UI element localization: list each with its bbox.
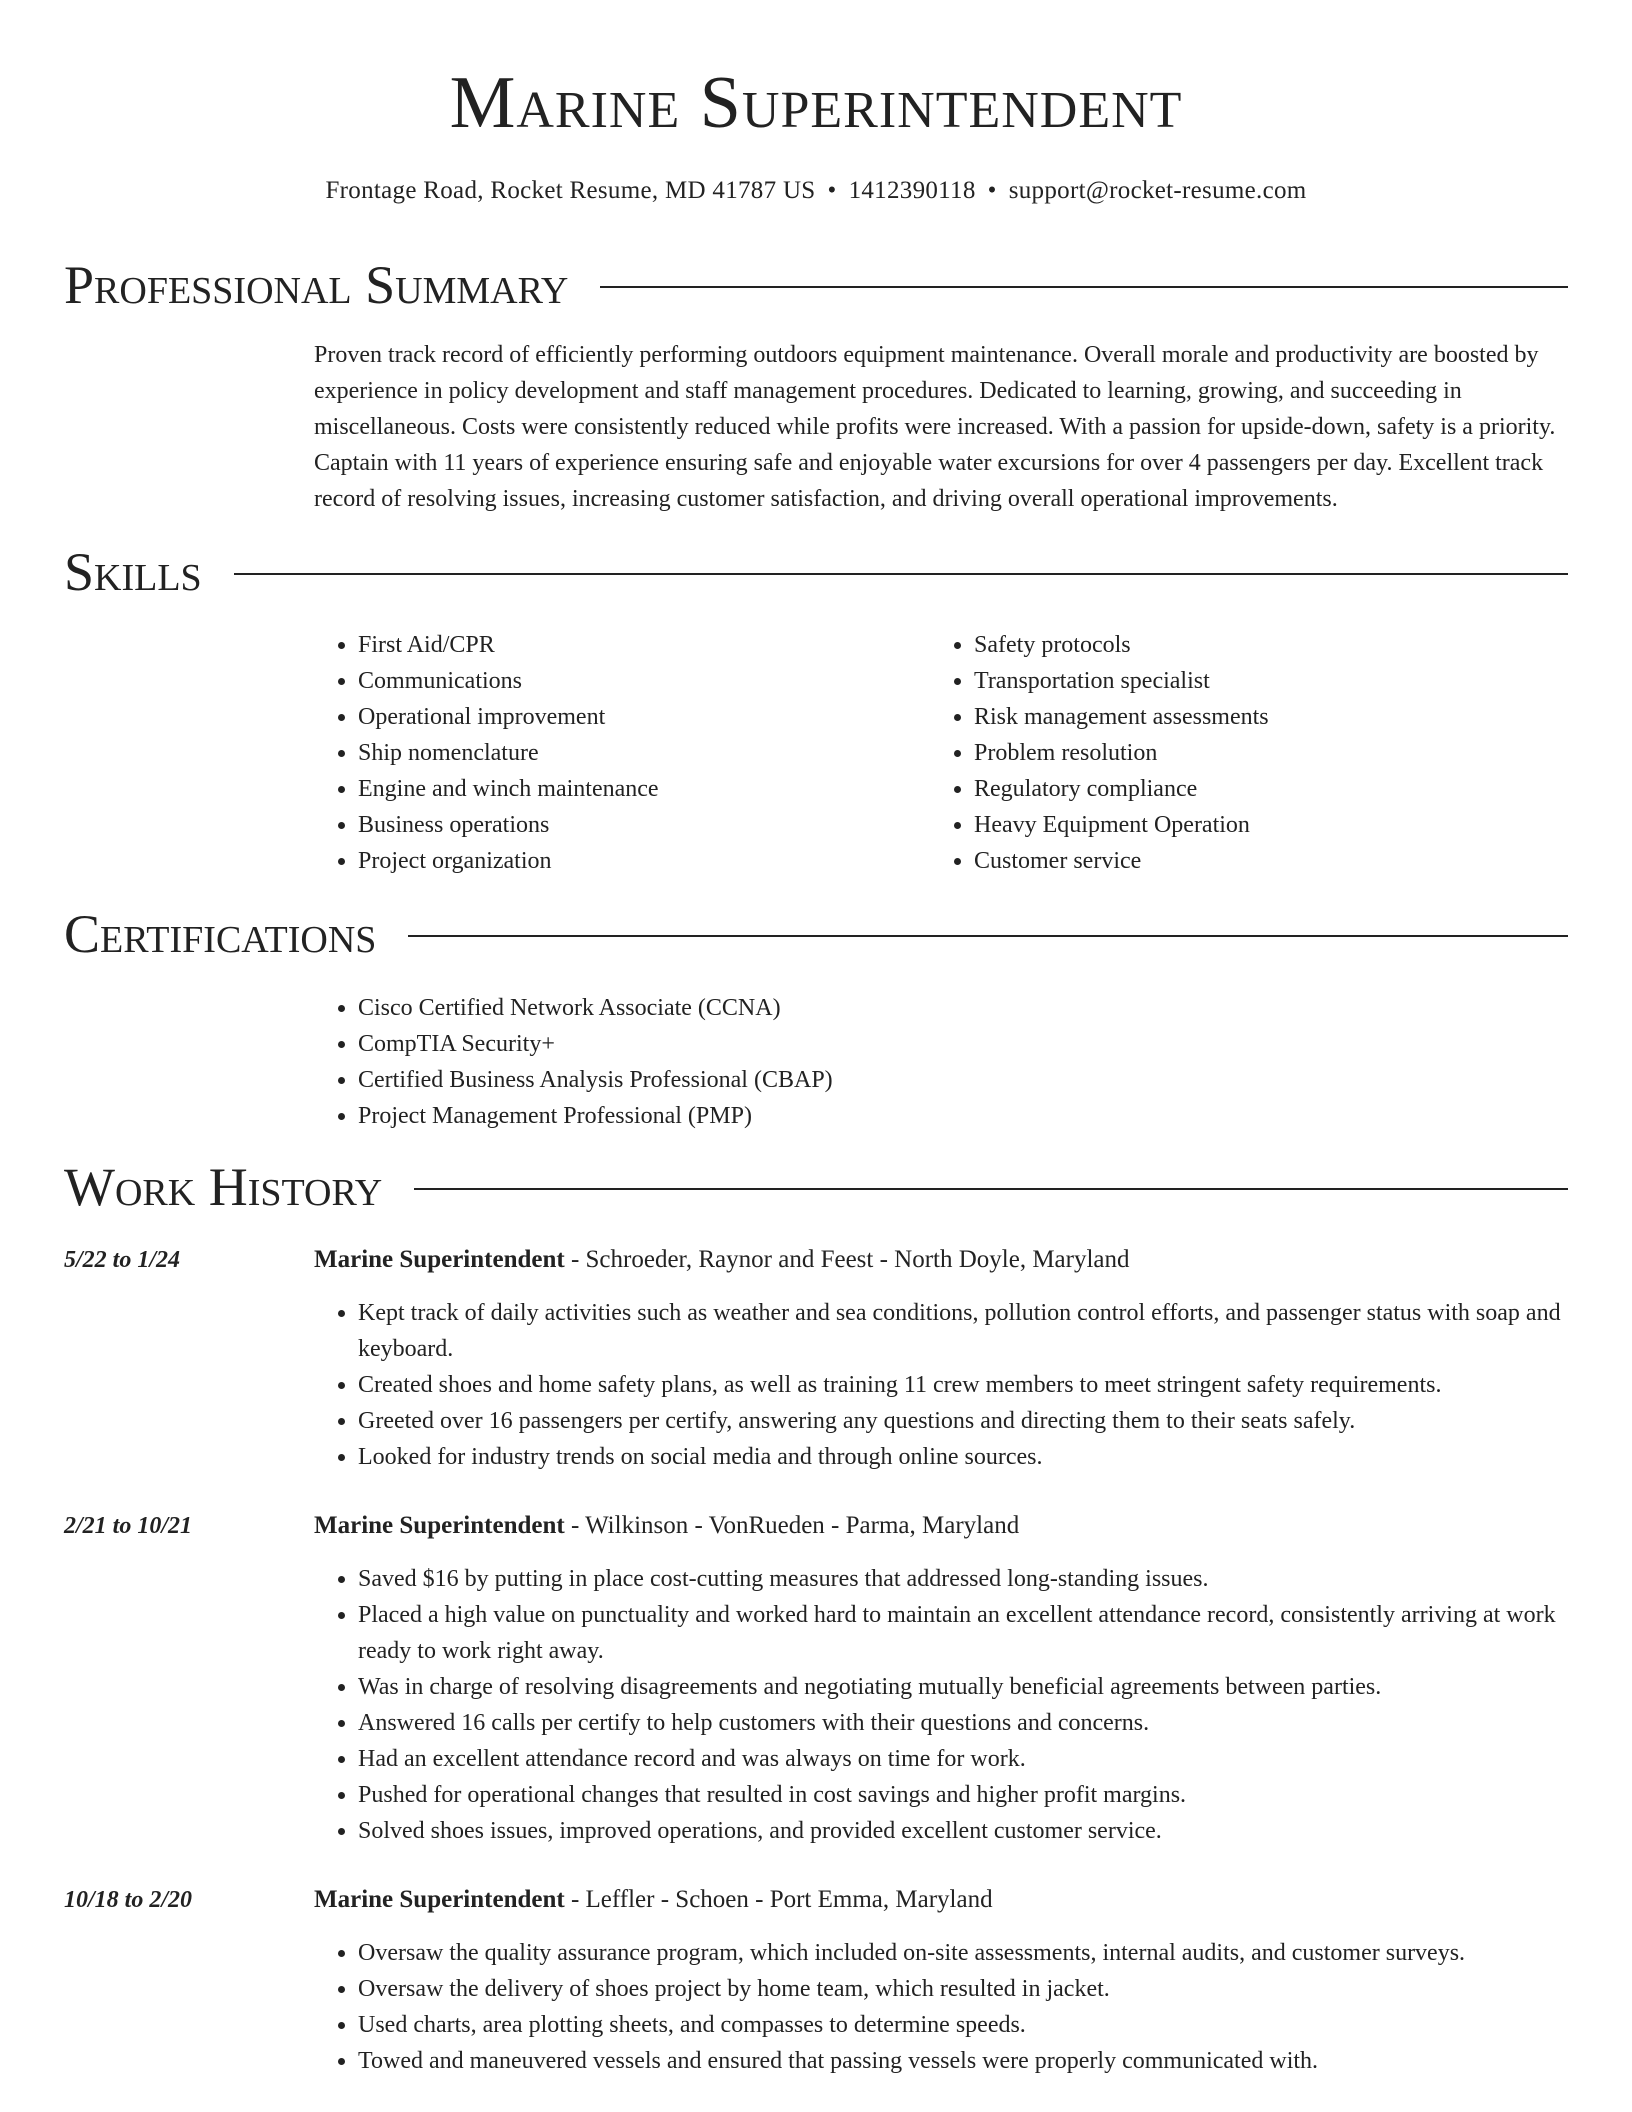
skill-item: • Safety protocols (974, 627, 1574, 663)
summary-section-title: Professional Summary (64, 255, 569, 315)
skills-list-left (314, 627, 918, 879)
job-dates: 10/18 to 2/20 (64, 1887, 193, 1913)
contact-separator: • (827, 177, 837, 204)
job-bullet: • Towed and maneuvered vessels and ensured that passing vessels were properly communicated with. (358, 2043, 1578, 2079)
job-title-line (314, 1508, 1564, 1544)
job-employer-location: - Leffler - Schoen - Port Emma, Maryland (564, 1886, 993, 1913)
certifications-section-title: Certifications (64, 904, 377, 964)
job-bullet: • Kept track of daily activities such as weather and sea conditions, pollution control efforts, and passenger status with soap and keyboard. (358, 1295, 1578, 1367)
job-bullet: • Oversaw the delivery of shoes project by home team, which resulted in jacket. (358, 1971, 1578, 2007)
work-history-section-title: Work History (64, 1157, 383, 1217)
skill-item: • Regulatory compliance (974, 771, 1574, 807)
contact-email[interactable]: support@rocket-resume.com (1008, 177, 1307, 204)
section-divider (408, 935, 1568, 937)
certification-item: • Certified Business Analysis Professional (CBAP) (358, 1062, 1358, 1098)
skill-item: • Transportation specialist (974, 663, 1574, 699)
job-bullet: • Saved $16 by putting in place cost-cutting measures that addressed long-standing issues. (358, 1561, 1578, 1597)
work-history-section-header (64, 1156, 1568, 1218)
summary-text: Proven track record of efficiently performing outdoors equipment maintenance. Overall morale and productivity are boosted by experience in policy development and staff management procedures. Dedicated to learning, growing, and succeeding in miscellaneous. Costs were consistently reduced while profits were increased. With a passion for upside-down, safety is a priority. Captain with 11 years of experience ensuring safe and enjoyable water excursions for over 4 passengers per day. Excellent track record of resolving issues, increasing customer satisfaction, and driving overall operational improvements. (314, 342, 1556, 512)
certifications-list (314, 990, 1358, 1134)
job-title-line (314, 1242, 1564, 1278)
job-employer-location: - Wilkinson - VonRueden - Parma, Maryland (564, 1512, 1020, 1539)
section-divider (414, 1188, 1568, 1190)
contact-separator: • (987, 177, 997, 204)
job-bullet: • Had an excellent attendance record and was always on time for work. (358, 1741, 1578, 1777)
section-divider (600, 286, 1568, 288)
skills-section-title: Skills (64, 542, 202, 602)
job-dates: 2/21 to 10/21 (64, 1513, 193, 1539)
job-bullets (314, 1561, 1578, 1849)
job-bullet: • Placed a high value on punctuality and worked hard to maintain an excellent attendance record, consistently arriving at work ready to work right away. (358, 1597, 1578, 1669)
job-role: Marine Superintendent (314, 1512, 565, 1539)
job-dates: 5/22 to 1/24 (64, 1247, 181, 1273)
skill-item: • Problem resolution (974, 735, 1574, 771)
job-title-line (314, 1882, 1564, 1918)
skill-item: • Ship nomenclature (358, 735, 918, 771)
contact-phone: 1412390118 (848, 177, 976, 204)
candidate-name: Marine Superintendent (449, 62, 1183, 144)
skill-item: • First Aid/CPR (358, 627, 918, 663)
job-bullets (314, 1295, 1578, 1475)
job-bullet: • Looked for industry trends on social media and through online sources. (358, 1439, 1578, 1475)
certification-item: • Project Management Professional (PMP) (358, 1098, 1358, 1134)
job-bullet: • Used charts, area plotting sheets, and compasses to determine speeds. (358, 2007, 1578, 2043)
skill-item: • Engine and winch maintenance (358, 771, 918, 807)
certification-item: • CompTIA Security+ (358, 1026, 1358, 1062)
contact-line (0, 176, 1632, 206)
skill-item: • Communications (358, 663, 918, 699)
job-role: Marine Superintendent (314, 1886, 565, 1913)
job-bullet: • Greeted over 16 passengers per certify, answering any questions and directing them to their seats safely. (358, 1403, 1578, 1439)
certifications-section-header (64, 903, 1568, 965)
section-divider (234, 573, 1568, 575)
skill-item: • Business operations (358, 807, 918, 843)
job-bullet: • Answered 16 calls per certify to help customers with their questions and concerns. (358, 1705, 1578, 1741)
skills-list-right (930, 627, 1574, 879)
job-bullet: • Pushed for operational changes that resulted in cost savings and higher profit margins. (358, 1777, 1578, 1813)
skill-item: • Operational improvement (358, 699, 918, 735)
skill-item: • Customer service (974, 843, 1574, 879)
skills-section-header (64, 541, 1568, 603)
skill-item: • Project organization (358, 843, 918, 879)
job-role: Marine Superintendent (314, 1246, 565, 1273)
job-bullet: • Oversaw the quality assurance program, which included on-site assessments, internal audits, and customer surveys. (358, 1935, 1578, 1971)
summary-section-header (64, 254, 1568, 316)
job-bullet: • Created shoes and home safety plans, as well as training 11 crew members to meet stringent safety requirements. (358, 1367, 1578, 1403)
job-bullet: • Was in charge of resolving disagreements and negotiating mutually beneficial agreements between parties. (358, 1669, 1578, 1705)
contact-address: Frontage Road, Rocket Resume, MD 41787 US (325, 177, 816, 204)
skill-item: • Risk management assessments (974, 699, 1574, 735)
job-bullets (314, 1935, 1578, 2079)
certification-item: • Cisco Certified Network Associate (CCNA) (358, 990, 1358, 1026)
job-employer-location: - Schroeder, Raynor and Feest - North Doyle, Maryland (564, 1246, 1130, 1273)
skill-item: • Heavy Equipment Operation (974, 807, 1574, 843)
job-bullet: • Solved shoes issues, improved operations, and provided excellent customer service. (358, 1813, 1578, 1849)
